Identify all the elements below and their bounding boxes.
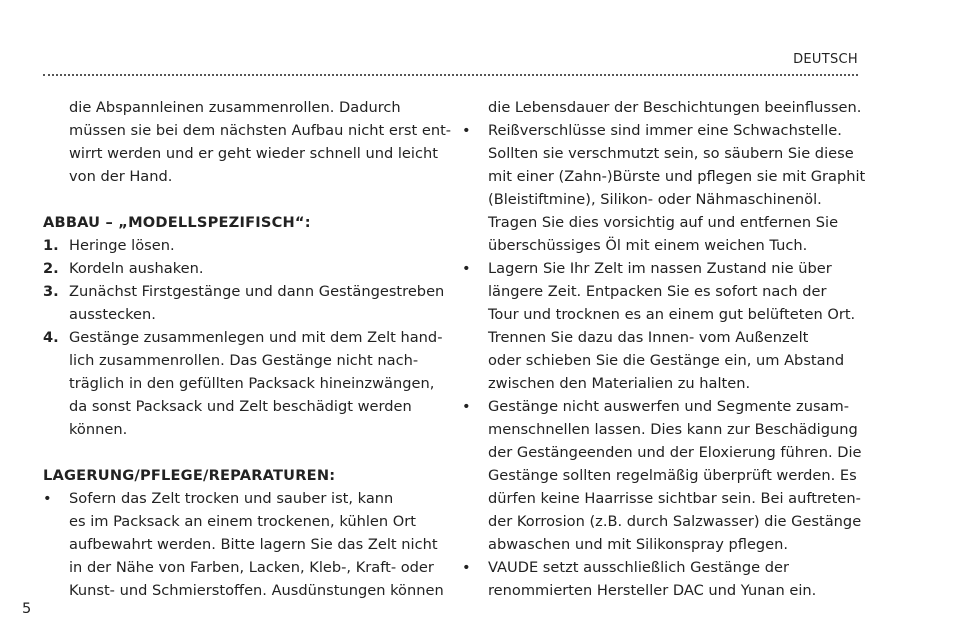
list-number: 3. (43, 283, 59, 300)
text-line: menschnellen lassen. Dies kann zur Beschädigung (488, 421, 858, 438)
text-line: überschüssiges Öl mit einem weichen Tuch. (488, 237, 808, 254)
text-line: zwischen den Materialien zu halten. (488, 375, 751, 392)
text-line: (Bleistiftmine), Silikon- oder Nähmaschinenöl. (488, 191, 822, 208)
text-line: renommierten Hersteller DAC und Yunan ein. (488, 582, 817, 599)
list-number: 4. (43, 329, 59, 346)
bullet-icon: • (462, 260, 471, 277)
language-label: DEUTSCH (793, 52, 858, 67)
right-column (462, 96, 866, 602)
text-line: der Korrosion (z.B. durch Salzwasser) die Gestänge (488, 513, 862, 530)
text-line: Zunächst Firstgestänge und dann Gestängestreben (69, 283, 445, 300)
list-item (43, 234, 441, 257)
text-line: Sofern das Zelt trocken und sauber ist, kann (69, 490, 394, 507)
text-line: Trennen Sie dazu das Innen- vom Außenzelt (488, 329, 809, 346)
list-item (43, 257, 441, 280)
text-line: da sonst Packsack und Zelt beschädigt werden (69, 398, 412, 415)
text-line: abwaschen und mit Silikonspray pflegen. (488, 536, 789, 553)
bullet-icon: • (462, 122, 471, 139)
text-line: Kunst- und Schmierstoffen. Ausdünstungen können (69, 582, 444, 599)
bullet-icon: • (43, 490, 52, 507)
text-line: VAUDE setzt ausschließlich Gestänge der (488, 559, 790, 576)
text-line: mit einer (Zahn-)Bürste und pflegen sie mit Graphit (488, 168, 866, 185)
text-line: Tragen Sie dies vorsichtig auf und entfernen Sie (488, 214, 839, 231)
text-line: die Abspannleinen zusammenrollen. Dadurch (69, 99, 401, 116)
text-line: die Lebensdauer der Beschichtungen beeinflussen. (488, 99, 862, 116)
continuation-paragraph (43, 96, 452, 188)
list-item (462, 395, 862, 556)
lagerung-list (43, 487, 444, 602)
text-line: es im Packsack an einem trockenen, kühlen Ort (69, 513, 416, 530)
text-line: der Gestängeenden und der Eloxierung führen. Die (488, 444, 862, 461)
list-item (43, 326, 441, 441)
list-number: 1. (43, 237, 59, 254)
text-line: ausstecken. (69, 306, 156, 323)
text-line: aufbewahrt werden. Bitte lagern Sie das Zelt nicht (69, 536, 438, 553)
text-line: Lagern Sie Ihr Zelt im nassen Zustand nie über (488, 260, 832, 277)
list-item (43, 487, 444, 602)
page-number: 5 (22, 600, 32, 617)
text-line: oder schieben Sie die Gestänge ein, um Abstand (488, 352, 845, 369)
text-line: können. (69, 421, 128, 438)
text-line: müssen sie bei dem nächsten Aufbau nicht erst ent- (69, 122, 452, 139)
dotted-divider (43, 74, 858, 76)
bullet-icon: • (462, 398, 471, 415)
text-line: Gestänge zusammenlegen und mit dem Zelt hand- (69, 329, 443, 346)
text-line: dürfen keine Haarrisse sichtbar sein. Bei auftreten- (488, 490, 861, 507)
text-line: Gestänge sollten regelmäßig überprüft werden. Es (488, 467, 857, 484)
list-item (462, 119, 866, 257)
text-line: Kordeln aushaken. (69, 260, 204, 277)
list-item (43, 280, 445, 326)
text-line: träglich in den gefüllten Packsack hineinzwängen, (69, 375, 435, 392)
text-line: in der Nähe von Farben, Lacken, Kleb-, Kraft- oder (69, 559, 434, 576)
continuation-paragraph (462, 96, 862, 119)
text-line: wirrt werden und er geht wieder schnell und leicht (69, 145, 438, 162)
care-list (462, 119, 866, 602)
section-heading-abbau: ABBAU – „MODELLSPEZIFISCH“: (43, 214, 311, 231)
text-line: Sollten sie verschmutzt sein, so säubern Sie diese (488, 145, 854, 162)
abbau-list (43, 234, 445, 441)
text-line: Gestänge nicht auswerfen und Segmente zusam- (488, 398, 849, 415)
list-item (462, 556, 858, 602)
text-line: von der Hand. (69, 168, 173, 185)
left-column (43, 96, 452, 602)
text-line: lich zusammenrollen. Das Gestänge nicht nach- (69, 352, 419, 369)
section-heading-lagerung: LAGERUNG/PFLEGE/REPARATUREN: (43, 467, 336, 484)
text-line: Heringe lösen. (69, 237, 175, 254)
text-line: längere Zeit. Entpacken Sie es sofort nach der (488, 283, 827, 300)
list-item (462, 257, 858, 395)
bullet-icon: • (462, 559, 471, 576)
list-number: 2. (43, 260, 59, 277)
text-line: Reißverschlüsse sind immer eine Schwachstelle. (488, 122, 842, 139)
text-line: Tour und trocknen es an einem gut belüfteten Ort. (488, 306, 856, 323)
